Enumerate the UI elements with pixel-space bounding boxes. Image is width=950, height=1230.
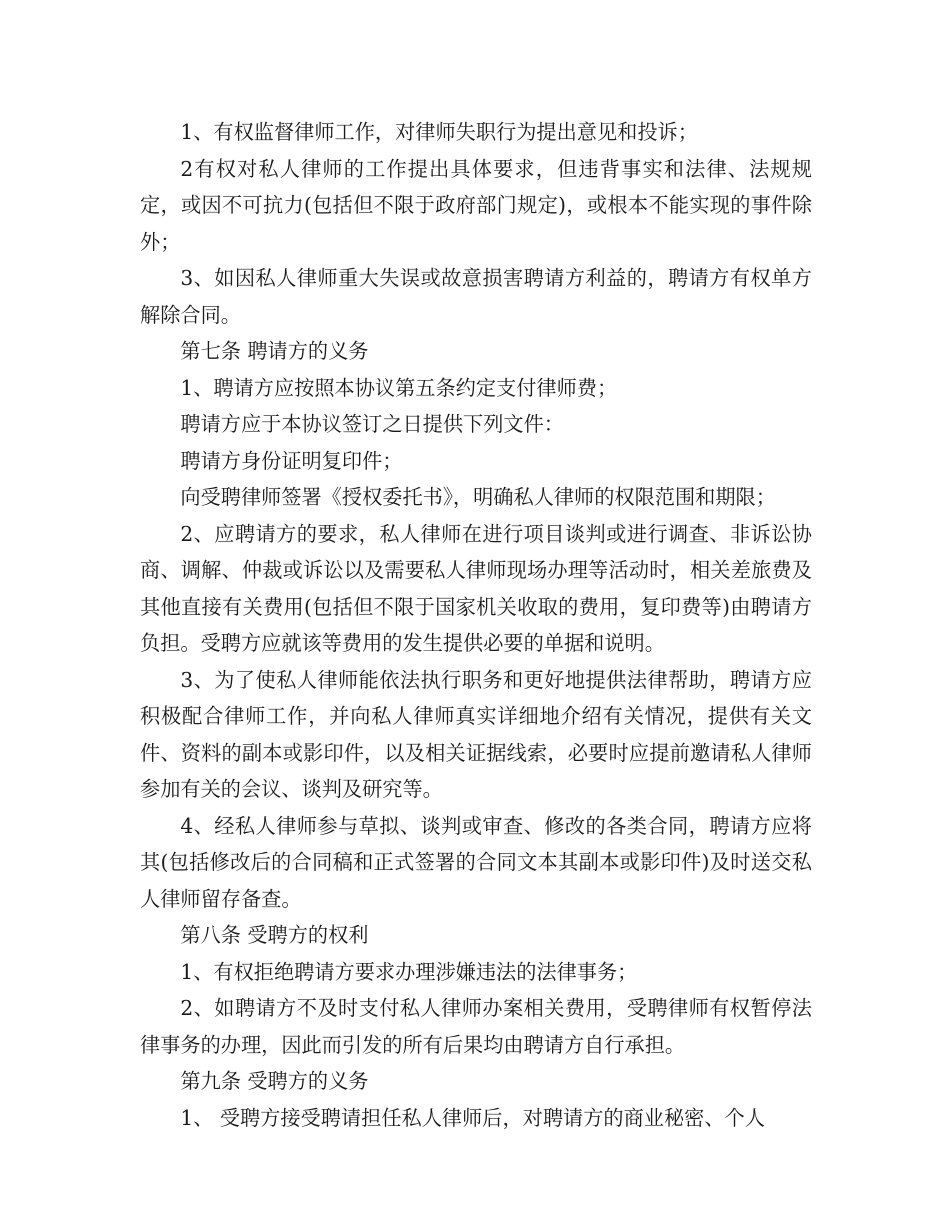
document-page xyxy=(140,114,812,1136)
paragraph-lawyer-right-1: 1、有权拒绝聘请方要求办理涉嫌违法的法律事务； xyxy=(180,959,638,984)
paragraph-right-2: 2有权对私人律师的工作提出具体要求，但违背事实和法律、法规规定，或因不可抗力(包括但不限于政府部门规定)，或根本不能实现的事件除外； xyxy=(140,156,812,254)
paragraph-id-copy: 聘请方身份证明复印件； xyxy=(180,448,403,473)
article-7-heading: 第七条 聘请方的义务 xyxy=(180,339,369,363)
paragraph-power-of-attorney: 向受聘律师签署《授权委托书》，明确私人律师的权限范围和期限； xyxy=(180,485,776,509)
paragraph-documents-intro: 聘请方应于本协议签订之日提供下列文件： xyxy=(180,412,564,436)
paragraph-obligation-4: 4、经私人律师参与草拟、谈判或审查、修改的各类合同，聘请方应将其(包括修改后的合同稿和正式签署的合同文本其副本或影印件)及时送交私人律师留存备查。 xyxy=(140,813,812,911)
paragraph-lawyer-right-2: 2、如聘请方不及时支付私人律师办案相关费用，受聘律师有权暂停法律事务的办理，因此而引发的所有后果均由聘请方自行承担。 xyxy=(140,996,812,1057)
paragraph-obligation-2: 2、应聘请方的要求，私人律师在进行项目谈判或进行调查、非诉讼协商、调解、仲裁或诉讼以及需要私人律师现场办理等活动时，相关差旅费及其他直接有关费用(包括但不限于国家机关收取的费用，复印费等)由聘请方负担。受聘方应就该等费用的发生提供必要的单据和说明。 xyxy=(140,521,812,655)
paragraph-obligation-1: 1、聘请方应按照本协议第五条约定支付律师费； xyxy=(180,375,618,400)
article-8-heading: 第八条 受聘方的权利 xyxy=(180,923,369,947)
article-9-heading: 第九条 受聘方的义务 xyxy=(180,1069,369,1093)
paragraph-lawyer-obligation-1: 1、 受聘方接受聘请担任私人律师后，对聘请方的商业秘密、个人 xyxy=(180,1105,765,1130)
paragraph-right-1: 1、有权监督律师工作，对律师失职行为提出意见和投诉； xyxy=(180,120,698,144)
paragraph-obligation-3: 3、为了使私人律师能依法执行职务和更好地提供法律帮助，聘请方应积极配合律师工作，并向私人律师真实详细地介绍有关情况，提供有关文件、资料的副本或影印件，以及相关证据线索，必要时应提前邀请私人律师参加有关的会议、谈判及研究等。 xyxy=(140,667,812,801)
paragraph-right-3: 3、如因私人律师重大失误或故意损害聘请方利益的，聘请方有权单方解除合同。 xyxy=(140,266,812,327)
